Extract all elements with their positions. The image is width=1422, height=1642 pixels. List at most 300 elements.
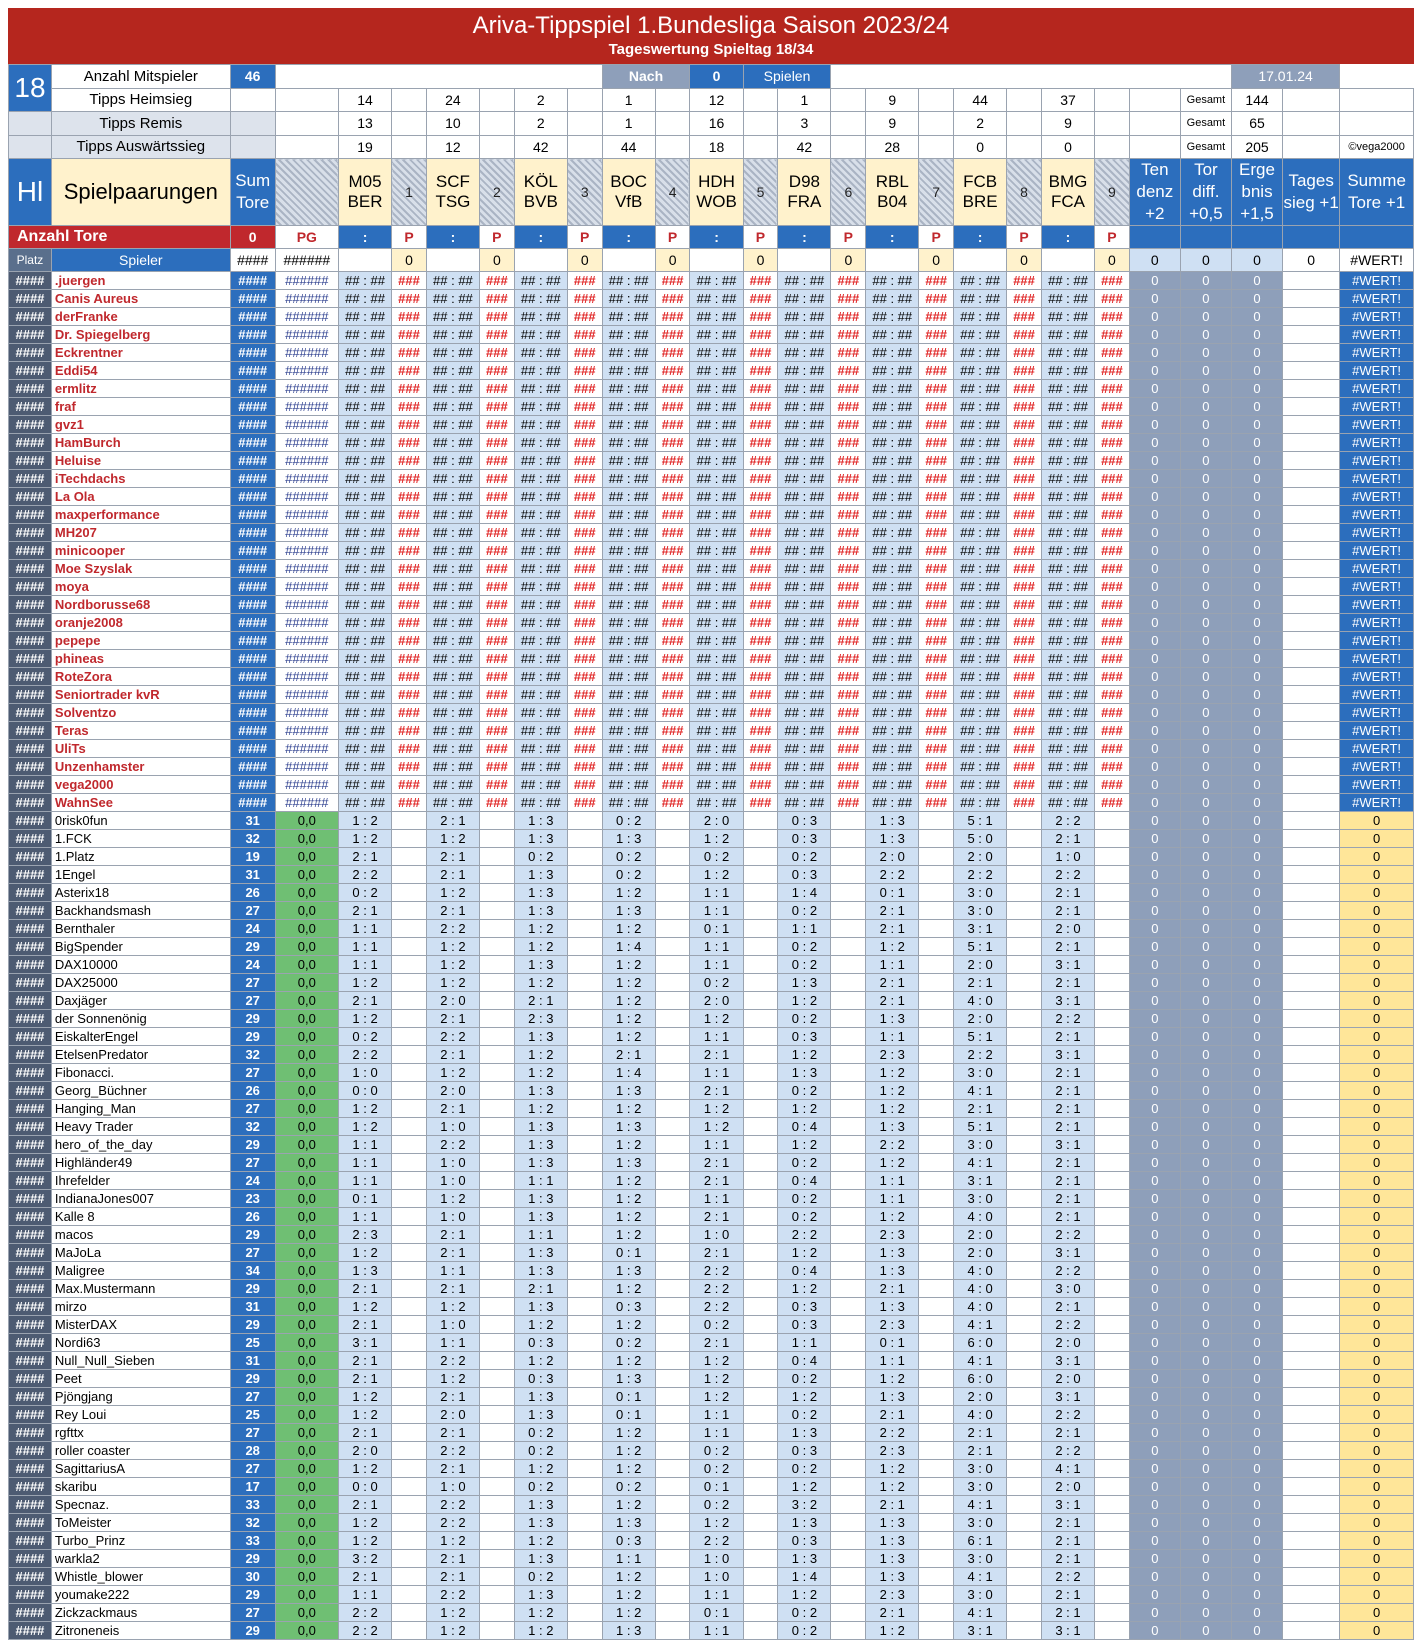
- platz-cell: ####: [9, 452, 52, 470]
- tordiff-cell: 0: [1180, 1532, 1231, 1550]
- summe-cell: 0: [1340, 812, 1414, 830]
- points-cell: ###: [392, 740, 427, 758]
- points-cell: ###: [743, 380, 778, 398]
- tip-count: 0: [954, 135, 1007, 159]
- points-cell: ###: [1007, 578, 1042, 596]
- blank: [690, 249, 743, 272]
- tagessieg-cell: [1283, 992, 1340, 1010]
- tordiff-cell: 0: [1180, 1280, 1231, 1298]
- points-cell: ###: [479, 776, 514, 794]
- points-cell: [831, 1316, 866, 1334]
- tip-cell: 1 : 2: [602, 1604, 655, 1622]
- tendenz-cell: 0: [1129, 1406, 1180, 1424]
- tip-cell: 2 : 0: [1041, 1334, 1094, 1352]
- ergebnis-cell: 0: [1231, 452, 1282, 470]
- points-cell: [1007, 1136, 1042, 1154]
- tip-cell: ## : ##: [339, 686, 392, 704]
- tendenz-cell: 0: [1129, 1046, 1180, 1064]
- points-cell: ###: [1007, 488, 1042, 506]
- table-row: [9, 524, 1414, 542]
- points-cell: ###: [655, 614, 690, 632]
- table-row: [9, 1298, 1414, 1316]
- blank: [1095, 135, 1130, 159]
- points-cell: [479, 1280, 514, 1298]
- points-cell: [1095, 1154, 1130, 1172]
- tip-cell: 0 : 2: [690, 1460, 743, 1478]
- tip-cell: 0 : 3: [778, 1028, 831, 1046]
- points-cell: ###: [655, 542, 690, 560]
- tip-cell: ## : ##: [602, 542, 655, 560]
- tip-cell: ## : ##: [690, 614, 743, 632]
- points-cell: [1007, 812, 1042, 830]
- tagessieg-cell: [1283, 686, 1340, 704]
- summe-cell: 0: [1340, 1370, 1414, 1388]
- pg-cell: 0,0: [275, 1496, 338, 1514]
- player-name: derFranke: [51, 308, 230, 326]
- platz-cell: ####: [9, 1046, 52, 1064]
- tip-count: 42: [514, 135, 567, 159]
- points-cell: [919, 1586, 954, 1604]
- tagessieg-cell: [1283, 596, 1340, 614]
- summe-cell: #WERT!: [1340, 596, 1414, 614]
- points-cell: [831, 1586, 866, 1604]
- blank: [778, 249, 831, 272]
- points-cell: [567, 1568, 602, 1586]
- tip-cell: ## : ##: [1041, 560, 1094, 578]
- tip-cell: 0 : 3: [778, 1532, 831, 1550]
- points-cell: ###: [743, 524, 778, 542]
- points-cell: ###: [919, 794, 954, 812]
- points-cell: [479, 1388, 514, 1406]
- tip-cell: ## : ##: [514, 434, 567, 452]
- points-cell: [919, 1388, 954, 1406]
- player-name: Rey Loui: [51, 1406, 230, 1424]
- points-cell: [1095, 1388, 1130, 1406]
- tip-cell: 3 : 2: [778, 1496, 831, 1514]
- platz-cell: ####: [9, 1280, 52, 1298]
- tendenz-cell: 0: [1129, 560, 1180, 578]
- points-cell: ###: [1007, 452, 1042, 470]
- ergebnis-cell: 0: [1231, 830, 1282, 848]
- table-row: [9, 434, 1414, 452]
- tendenz-cell: 0: [1129, 938, 1180, 956]
- points-cell: [655, 992, 690, 1010]
- ergebnis-cell: 0: [1231, 938, 1282, 956]
- player-name: Peet: [51, 1370, 230, 1388]
- tip-cell: ## : ##: [339, 416, 392, 434]
- summe-cell: 0: [1340, 1082, 1414, 1100]
- tip-count: 18: [690, 135, 743, 159]
- platz-cell: ####: [9, 1118, 52, 1136]
- points-cell: [392, 974, 427, 992]
- summe-cell: 0: [1340, 1388, 1414, 1406]
- player-name: 0risk0fun: [51, 812, 230, 830]
- tendenz-cell: 0: [1129, 722, 1180, 740]
- points-cell: [1095, 1010, 1130, 1028]
- tip-cell: 1 : 2: [602, 920, 655, 938]
- points-cell: [392, 1550, 427, 1568]
- tordiff-cell: 0: [1180, 542, 1231, 560]
- points-cell: [743, 1334, 778, 1352]
- points-cell: [831, 956, 866, 974]
- points-cell: [919, 848, 954, 866]
- points-cell: [1095, 902, 1130, 920]
- game-pairing-2: [426, 159, 479, 226]
- player-name: minicooper: [51, 542, 230, 560]
- game-number: 8: [1007, 159, 1042, 226]
- game-pairing-3: [514, 159, 567, 226]
- tagessieg-cell: [1283, 578, 1340, 596]
- points-cell: [567, 902, 602, 920]
- tip-cell: 1 : 4: [602, 1064, 655, 1082]
- points-cell: [1095, 938, 1130, 956]
- player-name: Georg_Büchner: [51, 1082, 230, 1100]
- platz-cell: ####: [9, 1082, 52, 1100]
- points-cell: ###: [1095, 704, 1130, 722]
- summe-cell: 0: [1340, 1046, 1414, 1064]
- table-row: [9, 1586, 1414, 1604]
- player-name: Daxjäger: [51, 992, 230, 1010]
- tip-cell: 1 : 3: [339, 1262, 392, 1280]
- tip-cell: ## : ##: [339, 398, 392, 416]
- points-cell: [567, 938, 602, 956]
- tip-cell: 2 : 2: [690, 1298, 743, 1316]
- tendenz-cell: 0: [1129, 308, 1180, 326]
- player-name: DAX25000: [51, 974, 230, 992]
- points-cell: ###: [655, 794, 690, 812]
- tip-cell: 2 : 1: [690, 1172, 743, 1190]
- home-team: HDH: [698, 172, 735, 191]
- points-cell: [567, 1460, 602, 1478]
- tip-cell: 0 : 2: [514, 1568, 567, 1586]
- tordiff-cell: 0: [1180, 416, 1231, 434]
- tip-cell: 1 : 2: [602, 1100, 655, 1118]
- tip-cell: 1 : 3: [514, 1262, 567, 1280]
- tip-cell: ## : ##: [690, 272, 743, 290]
- points-cell: [655, 1154, 690, 1172]
- tip-cell: 1 : 0: [426, 1154, 479, 1172]
- summe-cell: 0: [1340, 1064, 1414, 1082]
- points-cell: ###: [831, 524, 866, 542]
- tip-count: 19: [339, 135, 392, 159]
- home-team: D98: [788, 172, 820, 191]
- tendenz-cell: 0: [1129, 1460, 1180, 1478]
- points-cell: ###: [567, 398, 602, 416]
- tip-cell: 1 : 2: [514, 1622, 567, 1640]
- points-cell: ###: [655, 362, 690, 380]
- points-cell: [743, 902, 778, 920]
- points-cell: [567, 920, 602, 938]
- tip-cell: 1 : 2: [602, 1208, 655, 1226]
- tip-cell: 0 : 2: [778, 1604, 831, 1622]
- ergebnis-cell: 0: [1231, 1406, 1282, 1424]
- tip-cell: 1 : 2: [778, 1280, 831, 1298]
- game-number: 1: [392, 159, 427, 226]
- tip-cell: 1 : 2: [602, 1496, 655, 1514]
- points-cell: [479, 992, 514, 1010]
- summe-cell: 0: [1340, 1280, 1414, 1298]
- tagessieg-cell: [1283, 326, 1340, 344]
- table-row: [9, 1406, 1414, 1424]
- tagessieg-cell: [1283, 884, 1340, 902]
- points-cell: ###: [1095, 506, 1130, 524]
- points-cell: ###: [655, 488, 690, 506]
- tagessieg-cell: [1283, 920, 1340, 938]
- sum-tore: ####: [230, 308, 275, 326]
- points-cell: [831, 1334, 866, 1352]
- tip-cell: 2 : 0: [954, 1388, 1007, 1406]
- tagessieg-cell: [1283, 758, 1340, 776]
- points-label: P: [1007, 226, 1042, 249]
- points-cell: [831, 1370, 866, 1388]
- tip-cell: 1 : 2: [602, 1190, 655, 1208]
- ergebnis-cell: 0: [1231, 614, 1282, 632]
- points-zero: 0: [392, 249, 427, 272]
- tordiff-cell: 0: [1180, 1622, 1231, 1640]
- ergebnis-cell: 0: [1231, 1316, 1282, 1334]
- points-cell: ###: [919, 758, 954, 776]
- points-cell: [1095, 1532, 1130, 1550]
- points-cell: ###: [655, 290, 690, 308]
- tip-cell: ## : ##: [690, 578, 743, 596]
- player-name: gvz1: [51, 416, 230, 434]
- points-cell: [919, 1370, 954, 1388]
- tordiff-cell: 0: [1180, 1136, 1231, 1154]
- player-name: SagittariusA: [51, 1460, 230, 1478]
- tagessieg-cell: [1283, 1208, 1340, 1226]
- tendenz-cell: 0: [1129, 542, 1180, 560]
- pg-cell: 0,0: [275, 992, 338, 1010]
- points-cell: ###: [1007, 560, 1042, 578]
- points-cell: [1007, 1190, 1042, 1208]
- tip-cell: 2 : 0: [690, 812, 743, 830]
- tip-cell: 0 : 2: [778, 848, 831, 866]
- tip-cell: ## : ##: [514, 290, 567, 308]
- hash: ######: [275, 249, 338, 272]
- ergebnis-cell: 0: [1231, 1496, 1282, 1514]
- points-cell: [567, 1406, 602, 1424]
- points-cell: [743, 1118, 778, 1136]
- points-cell: [831, 1226, 866, 1244]
- tip-cell: ## : ##: [954, 326, 1007, 344]
- points-cell: [392, 1424, 427, 1442]
- tip-cell: 1 : 3: [514, 1550, 567, 1568]
- home-team: KÖL: [523, 172, 558, 191]
- tip-cell: 1 : 2: [690, 1388, 743, 1406]
- tendenz-cell: 0: [1129, 1154, 1180, 1172]
- platz-cell: ####: [9, 1028, 52, 1046]
- tip-cell: ## : ##: [339, 614, 392, 632]
- tip-cell: ## : ##: [778, 578, 831, 596]
- tordiff-cell: 0: [1180, 1478, 1231, 1496]
- points-cell: [479, 1118, 514, 1136]
- points-cell: [567, 1208, 602, 1226]
- points-cell: [1007, 1478, 1042, 1496]
- points-cell: ###: [655, 632, 690, 650]
- blank: [567, 112, 602, 136]
- tip-cell: 2 : 1: [602, 1046, 655, 1064]
- points-cell: [919, 1550, 954, 1568]
- points-cell: [392, 1442, 427, 1460]
- tip-cell: ## : ##: [866, 326, 919, 344]
- sum-tore: 24: [230, 956, 275, 974]
- blank: [479, 135, 514, 159]
- pg-cell: 0,0: [275, 938, 338, 956]
- sum-tore: 24: [230, 1172, 275, 1190]
- ergebnis-cell: 0: [1231, 1478, 1282, 1496]
- tendenz-cell: 0: [1129, 668, 1180, 686]
- tip-cell: ## : ##: [426, 308, 479, 326]
- points-cell: [919, 956, 954, 974]
- ergebnis-cell: 0: [1231, 596, 1282, 614]
- sum-tore: ####: [230, 272, 275, 290]
- tip-cell: ## : ##: [778, 290, 831, 308]
- points-label: P: [1095, 226, 1130, 249]
- tordiff-cell: 0: [1180, 794, 1231, 812]
- tip-cell: ## : ##: [690, 308, 743, 326]
- tip-cell: 2 : 1: [1041, 1586, 1094, 1604]
- tordiff-cell: 0: [1180, 1604, 1231, 1622]
- tip-cell: 1 : 2: [339, 1010, 392, 1028]
- points-cell: [919, 920, 954, 938]
- tip-cell: ## : ##: [514, 758, 567, 776]
- points-cell: [1007, 1298, 1042, 1316]
- points-cell: ###: [743, 704, 778, 722]
- tordiff-cell: 0: [1180, 488, 1231, 506]
- points-cell: ###: [743, 578, 778, 596]
- points-cell: ###: [392, 380, 427, 398]
- tip-cell: ## : ##: [1041, 272, 1094, 290]
- points-cell: [655, 1370, 690, 1388]
- tip-cell: 2 : 2: [426, 1352, 479, 1370]
- tip-cell: ## : ##: [602, 722, 655, 740]
- points-cell: [392, 992, 427, 1010]
- player-name: Zickzackmaus: [51, 1604, 230, 1622]
- points-cell: [392, 884, 427, 902]
- header-row: [9, 159, 1414, 226]
- points-cell: [743, 1064, 778, 1082]
- tip-cell: 0 : 2: [514, 848, 567, 866]
- points-cell: [567, 1478, 602, 1496]
- points-cell: [919, 1064, 954, 1082]
- points-cell: [392, 1586, 427, 1604]
- tagessieg-cell: [1283, 1136, 1340, 1154]
- points-zero: 0: [567, 249, 602, 272]
- tagessieg-cell: [1283, 1190, 1340, 1208]
- points-cell: [655, 1262, 690, 1280]
- ergebnis-cell: 0: [1231, 686, 1282, 704]
- sum-tore: 29: [230, 1586, 275, 1604]
- tip-cell: 1 : 1: [690, 902, 743, 920]
- tip-cell: ## : ##: [1041, 326, 1094, 344]
- tip-cell: ## : ##: [514, 380, 567, 398]
- tip-cell: ## : ##: [778, 308, 831, 326]
- tip-cell: 1 : 3: [514, 1208, 567, 1226]
- blank: [602, 249, 655, 272]
- tip-cell: 0 : 2: [778, 1010, 831, 1028]
- summe-cell: 0: [1340, 830, 1414, 848]
- points-cell: [743, 1046, 778, 1064]
- tip-cell: 1 : 4: [778, 884, 831, 902]
- blank: [230, 88, 275, 112]
- points-cell: [479, 1064, 514, 1082]
- table-row: [9, 722, 1414, 740]
- sum-tore: 27: [230, 1604, 275, 1622]
- tip-cell: ## : ##: [954, 740, 1007, 758]
- points-cell: [831, 902, 866, 920]
- points-cell: ###: [567, 308, 602, 326]
- platz-cell: ####: [9, 1622, 52, 1640]
- tip-cell: ## : ##: [954, 614, 1007, 632]
- points-cell: ###: [567, 632, 602, 650]
- table-row: [9, 1118, 1414, 1136]
- table-row: [9, 506, 1414, 524]
- points-cell: [392, 920, 427, 938]
- tip-cell: 2 : 2: [1041, 1568, 1094, 1586]
- tip-cell: 1 : 2: [602, 1028, 655, 1046]
- tagessieg-cell: [1283, 938, 1340, 956]
- tagessieg-cell: [1283, 1514, 1340, 1532]
- points-cell: [655, 1478, 690, 1496]
- tip-cell: 2 : 1: [339, 1280, 392, 1298]
- tip-cell: 1 : 2: [602, 1352, 655, 1370]
- platz-cell: ####: [9, 398, 52, 416]
- ergebnis-cell: 0: [1231, 974, 1282, 992]
- tip-cell: ## : ##: [866, 362, 919, 380]
- pg-cell: ######: [275, 416, 338, 434]
- pg-cell: 0,0: [275, 1172, 338, 1190]
- blank: [9, 112, 52, 136]
- tip-cell: ## : ##: [690, 794, 743, 812]
- tip-cell: ## : ##: [426, 344, 479, 362]
- points-cell: ###: [655, 650, 690, 668]
- tip-cell: ## : ##: [954, 488, 1007, 506]
- tip-cell: 1 : 1: [690, 1136, 743, 1154]
- player-name: DAX10000: [51, 956, 230, 974]
- points-cell: [1007, 1046, 1042, 1064]
- points-cell: [655, 956, 690, 974]
- summe-cell: #WERT!: [1340, 470, 1414, 488]
- points-cell: [479, 1586, 514, 1604]
- points-cell: [655, 1082, 690, 1100]
- tip-cell: 3 : 1: [339, 1334, 392, 1352]
- platz-cell: ####: [9, 1388, 52, 1406]
- blank: [1129, 226, 1180, 249]
- sum-tore: 24: [230, 920, 275, 938]
- tendenz-cell: 0: [1129, 1190, 1180, 1208]
- tip-cell: 2 : 1: [1041, 1190, 1094, 1208]
- tip-cell: ## : ##: [339, 380, 392, 398]
- points-cell: [392, 1388, 427, 1406]
- players-count: 46: [230, 65, 275, 89]
- points-cell: [1007, 1172, 1042, 1190]
- points-cell: ###: [1007, 272, 1042, 290]
- tip-cell: ## : ##: [602, 632, 655, 650]
- tip-cell: 2 : 1: [1041, 830, 1094, 848]
- tagessieg-cell: [1283, 542, 1340, 560]
- points-cell: ###: [831, 740, 866, 758]
- points-zero: 0: [919, 249, 954, 272]
- points-cell: [655, 1334, 690, 1352]
- tip-cell: 0 : 2: [514, 1442, 567, 1460]
- tagessieg-cell: [1283, 1406, 1340, 1424]
- tip-cell: 1 : 2: [778, 1388, 831, 1406]
- tip-cell: 2 : 2: [426, 1586, 479, 1604]
- points-cell: [1007, 1280, 1042, 1298]
- tendenz-cell: 0: [1129, 1082, 1180, 1100]
- sum-tore: ####: [230, 704, 275, 722]
- table-row: [9, 1460, 1414, 1478]
